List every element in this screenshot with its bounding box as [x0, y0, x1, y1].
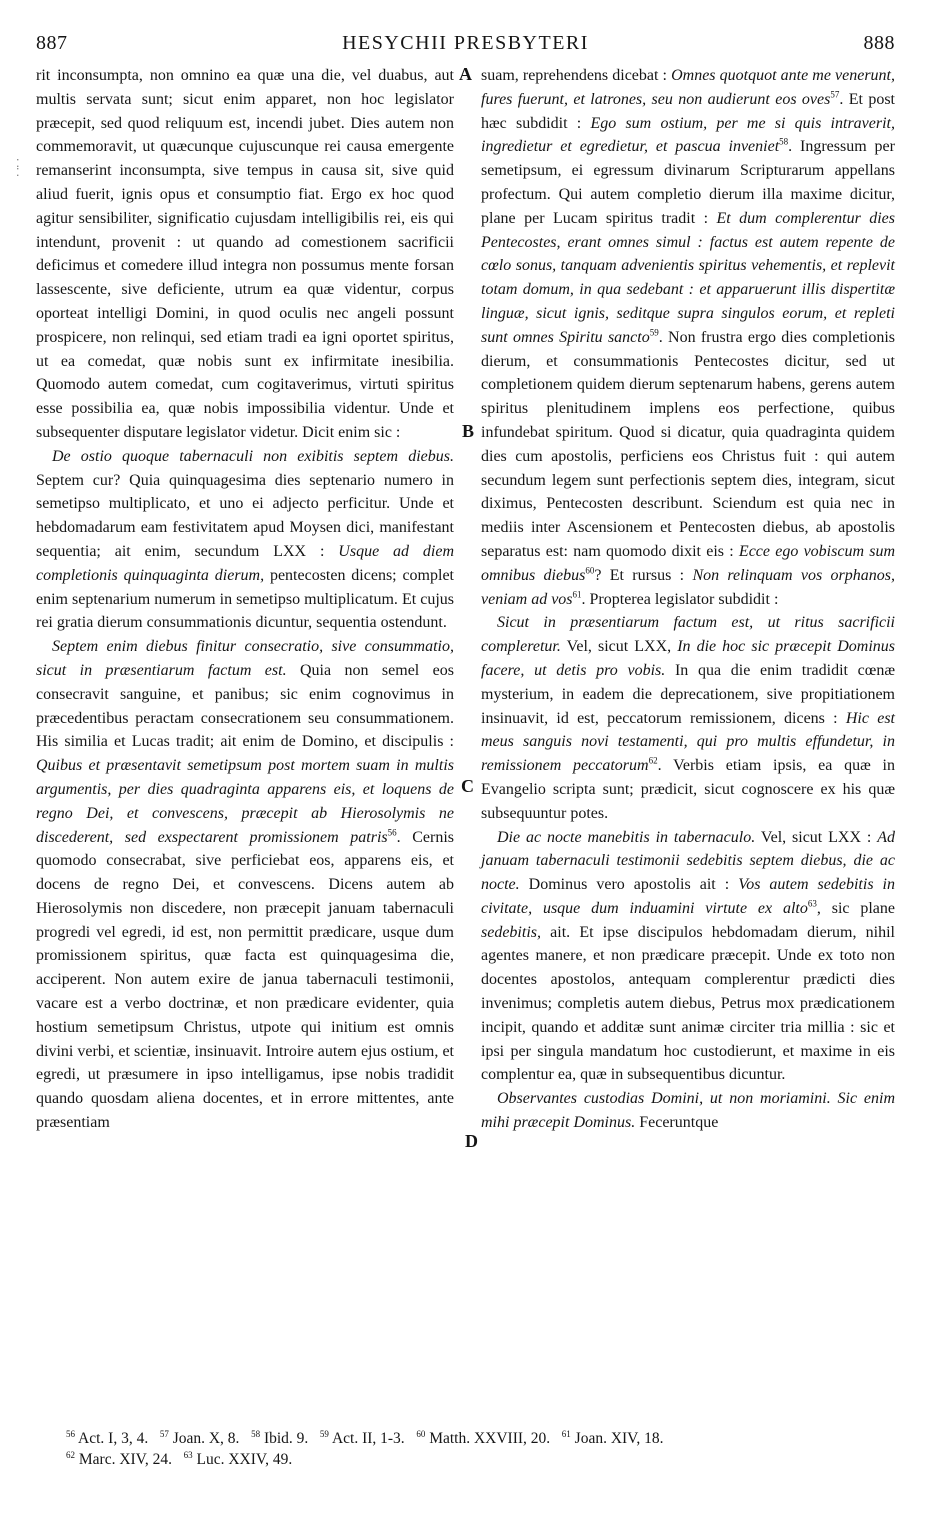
scripture-quote: Non relinquam vos orphanos, veniam ad vos: [481, 566, 896, 608]
running-title: HESYCHII PRESBYTERI: [342, 32, 589, 54]
footnote-ref-text: Matth. XXVIII, 20.: [429, 1430, 551, 1447]
footnote-line: [66, 1428, 893, 1449]
footnote-ref: 58: [779, 137, 789, 148]
scripture-quote: Quibus et præsentavit semetipsum post mortem suam in multis argumentis, per dies quadraginta apparens eis, et loquens de regno Dei, et convescens, præcepit ab Hierosolymis ne discederent, sed exspectarent promissionem patris: [36, 757, 454, 846]
scripture-quote: Omnes quotquot ante me venerunt, fures fuerunt, et latrones, seu non audierunt eos oves: [481, 67, 895, 108]
footnote-ref-text: Luc. XXIV, 49.: [196, 1451, 293, 1468]
lemma-quote: Septem enim diebus finitur consecratio, sive consummatio, sicut in præsentiarum factum est.: [36, 638, 454, 679]
footnote-ref: 56: [387, 827, 397, 838]
footnote-ref: 62: [648, 755, 658, 766]
paragraph: Observantes custodias Domini, ut non moriamini. Sic enim mihi præcepit Dominus. Feceruntque: [481, 1090, 895, 1132]
footnote-number: 57: [159, 1428, 169, 1439]
scripture-quote: sedebitis,: [481, 923, 541, 941]
footnote-line: [66, 1449, 893, 1470]
left-column: [36, 64, 454, 1135]
scripture-quote: Usque ad diem completionis quinquaginta dierum,: [36, 542, 455, 584]
paragraph: rit inconsumpta, non omnino ea quæ una die, vel duabus, aut multis servata sunt; sicut enim apparet, non hoc legislator præcepit, sed quod reliquum est, incendi jubet. Dies autem non commemoravit, ut quæcunque cujuscunque rei causa emergente remanserint inconsumpta, sive tempus in causa sit, sive quid aliud fuerit, ignis opus et consumptio fiat. Ergo ex hoc quod agitur sensibiliter, significatio cujusdam intelligibilis rei, eis qui intendunt, provenit : ut quando ad comestionem sacrificii deficimus et comedere illud integra non possumus mente forsan lassescente, sive deficiente, utrum ea quæ videntur, corpus oporteat intelligi Domini, in quod oculis nec angeli possunt prospicere, non relinqui, sed etiam tradi ea igni oportet spiritus, ut ea comedat, quæ nobis sunt ex infirmitate inesibilia. Quomodo autem comedat, cum cogitaverimus, virtuti spiritus esse possibilia ea, quæ nobis impossibilia videntur. Unde et subsequenter disputare legislator videtur. Dicit enim sic :: [36, 67, 454, 441]
paragraph: suam, reprehendens dicebat : Omnes quotquot ante me venerunt, fures fuerunt, et latrones, seu non audierunt eos oves$^{57}$. Et post hæc subdidit : Ego sum ostium, per me si quis intraverit, ingredietur et egredietur, et pascua inveniet$^{58}$. Ingressum per semetipsum, ei egressum divinarum Scripturarum appellans profectum. Qui autem completio dierum illa maxime dicitur, plane per Lucam spiritus tradit : Et dum complerentur dies Pentecostes, erant omnes simul : factus est autem repente de cœlo sonus, tanquam advenientis spiritus vehementis, et replevit totam domum, in qua sedebant : et apparuerunt illis dispertitæ linguæ, sicut ignis, seditque supra singulos eorum, et repleti sunt omnes Spiritu sancto$^{59}$. Non frustra ergo dies completionis dierum, et consummationis Pentecostes dicitur, sed ut completionem quidem dierum septenarum habens, gerens autem spiritus plenitudinem implens eos perfectione, quibus infundebat spiritum. Quod si dicatur, quia quadraginta quidem dies cum apostolis, perficiens eos Christus fuit : qui autem secundum legem sunt perfectionis septem dies, integram, sicut diximus, Pentecosten describunt. Sciendum est quia nec in mediis inter Ascensionem et Pentecosten diebus, ab apostolis separatus est: nam quomodo dixit eis : Ecce ego vobiscum sum omnibus diebus$^{60}$? Et rursus : Non relinquam vos orphanos, veniam ad vos$^{61}$. Propterea legislator subdidit :: [481, 67, 896, 608]
scripture-quote: Hic est meus sanguis novi testamenti, qui pro multis effundetur, in remissionem peccatorum: [481, 709, 895, 775]
footnote-number: 62: [66, 1449, 75, 1460]
footnote-ref: 59: [649, 327, 659, 338]
footnote-number: 63: [183, 1449, 193, 1460]
section-marker-a: A: [459, 64, 472, 84]
section-marker-d: D: [465, 1131, 478, 1151]
paragraph: Septem enim diebus finitur consecratio, sive consummatio, sicut in præsentiarum factum est. Quia non semel eos consecravit sanguine, et panibus; sic enim cognovimus in præcedentibus peractam consecrationem seu consummationem. His similia et Lucas tradit; ait enim de Domino, et discipulis : Quibus et præsentavit semetipsum post mortem suam in multis argumentis, per dies quadraginta apparens eis, et loquens de regno Dei, et convescens, præcepit ab Hierosolymis ne discederent, sed exspectarent promissionem patris$^{56}$. Cernis quomodo consecrabat, sive perficiebat eos, apparens eis, et docens de regno Dei, et convescens. Dicens autem ab Hierosolymis non discedere, non præcepit januam tabernaculi progredi vel egredi, id est, non permittit prædicare, usque dum promissionem spiritus, quæ facta est quinquagesima die, acciperent. Non autem exire de janua tabernaculi testimonii, vacare est a verbo doctrinæ, et non prædicare evidenter, quia hostium semetipsum Christus, utpote qui initium est omnis divini verbi, et scientiæ, insinuavit. Introire autem ejus ostium, et egredi, ut præsumere in ipso intelligamus, ipse nobis tradidit quando quosdam aliena docentes, et in errore mittentes, ante præsentiam: [36, 638, 454, 1132]
scripture-quote: Ad januam tabernaculi testimonii sedebitis septem diebus, die ac nocte.: [481, 828, 895, 894]
footnote-number: 60: [416, 1428, 426, 1439]
footnote-ref-text: Joan. XIV, 18.: [574, 1430, 664, 1447]
footnote-number: 61: [561, 1428, 571, 1439]
footnote-ref-text: Ibid. 9.: [263, 1430, 309, 1447]
paragraph: Die ac nocte manebitis in tabernaculo. Vel, sicut LXX : Ad januam tabernaculi testimonii sedebitis septem diebus, die ac nocte. Dominus vero apostolis ait : Vos autem sedebitis in civitate, usque dum induamini virtute ex alto$^{63}$, sic plane sedebitis, ait. Et ipse discipulos hebdomadam dierum, nihil agentes manere, et non prædicare præcepit. Unde ex toto non docentes apostolos, antequam complerentur prædicti dies invenimus; completis autem diebus, Petrus mox prædicationem incipit, quando et additæ sunt animæ circiter tria millia : sic et ipsi per singula mandatum hoc custodierunt, et maxime in eis complentur ea, quæ in subsequentibus dicuntur.: [481, 828, 896, 1084]
paragraph: De ostio quoque tabernaculi non exibitis septem diebus. Septem cur? Quia quinquagesima dies septenario numero in semetipso multiplicato, et uno ei adjecto perficitur. Unde et hebdomadarum eam festivitatem apud Moysen dici, manifestant sequentia; ait enim, secundum LXX : Usque ad diem completionis quinquaginta dierum, pentecosten dicens; complet enim septenarium numerum in semetipso multiplicatum. Et cujus rei gratia dierum consummationis dicuntur, sequentia ostendunt.: [36, 447, 455, 632]
lemma-quote: Sicut in præsentiarum factum est, ut ritus sacrificii compleretur.: [481, 614, 895, 656]
lemma-quote: Observantes custodias Domini, ut non moriamini. Sic enim mihi præcepit Dominus.: [481, 1090, 895, 1132]
scripture-quote: Et dum complerentur dies Pentecostes, erant omnes simul : factus est autem repente de cœlo sonus, tanquam advenientis spiritus vehementis, et replevit totam domum, in qua sedebant : et apparuerunt illis dispertitæ linguæ, sicut ignis, seditque supra singulos eorum, et repleti sunt omnes Spiritu sancto: [481, 209, 896, 346]
footnote-ref-text: Act. II, 1-3.: [331, 1430, 405, 1447]
page-header: [36, 32, 895, 58]
footnote-ref: 61: [572, 589, 582, 600]
lemma-quote: Die ac nocte manebitis in tabernaculo.: [497, 828, 756, 846]
scripture-quote: Vos autem sedebitis in civitate, usque dum induamini virtute ex alto: [481, 876, 895, 917]
page-number-left: 887: [36, 32, 68, 54]
margin-mark: ⁚ ⁚: [16, 158, 20, 179]
footnote-number: 58: [251, 1428, 261, 1439]
scripture-quote: Ego sum ostium, per me si quis intraverit, ingredietur et egredietur, et pascua inveniet: [481, 114, 895, 156]
footnote-ref-text: Act. I, 3, 4.: [78, 1430, 149, 1447]
footnote-number: 56: [66, 1428, 75, 1439]
footnote-ref-text: Marc. XIV, 24.: [78, 1451, 173, 1468]
footnote-ref: 63: [807, 898, 817, 909]
lemma-quote: De ostio quoque tabernaculi non exibitis septem diebus.: [52, 447, 454, 465]
footnote-number: 59: [319, 1428, 329, 1439]
paragraph: Sicut in præsentiarum factum est, ut ritus sacrificii compleretur. Vel, sicut LXX, In die hoc sic præcepit Dominus facere, ut detis pro vobis. In qua die enim tradidit cœnæ mysterium, in eadem die deprecationem, sive propitiationem insinuavit, id est, peccatorum remissionem, dicens : Hic est meus sanguis novi testamenti, qui pro multis effundetur, in remissionem peccatorum$^{62}$. Verbis etiam ipsis, ea quæ in Evangelio scripta sunt; prædicit, sicut cognoscere ex his quæ subsequuntur potes.: [481, 614, 895, 822]
footnote-ref-text: Joan. X, 8.: [172, 1430, 240, 1447]
page-number-right: 888: [863, 32, 895, 54]
right-column: [481, 64, 895, 1135]
scripture-quote: In die hoc sic præcepit Dominus facere, ut detis pro vobis.: [481, 638, 895, 679]
footnote-ref: 57: [830, 89, 840, 100]
scripture-quote: Ecce ego vobiscum sum omnibus diebus: [481, 542, 896, 584]
footnotes: [66, 1428, 893, 1470]
section-marker-c: C: [461, 776, 474, 796]
footnote-ref: 60: [585, 565, 595, 576]
section-marker-b: B: [462, 421, 475, 441]
